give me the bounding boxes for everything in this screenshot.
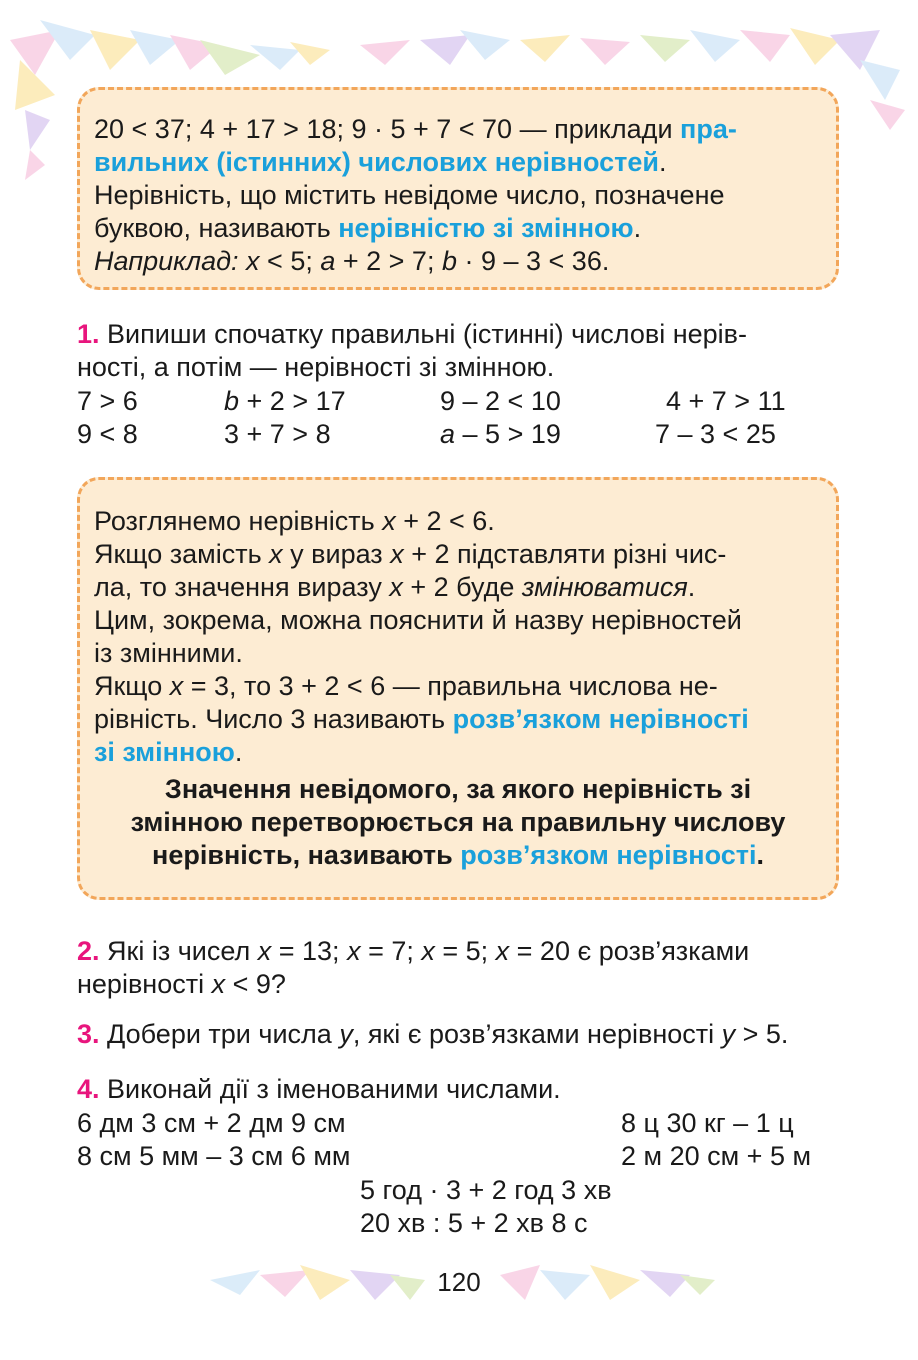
box2-line3: ла, то значення виразу x + 2 буде змінюватися. xyxy=(94,572,696,602)
box1-line2: вильних (істинних) числових нерівностей. xyxy=(94,147,667,177)
task4-expr: 8 см 5 мм – 3 см 6 мм xyxy=(77,1141,351,1171)
box2-line7: рівність. Число 3 називають розв’язком нерівності xyxy=(94,704,749,734)
task4-expr: 8 ц 30 кг – 1 ц xyxy=(621,1108,794,1138)
box2-line8: зі змінною. xyxy=(94,737,243,767)
task2-number: 2. xyxy=(77,936,100,966)
task3-number: 3. xyxy=(77,1019,100,1049)
task4-expr: 6 дм 3 см + 2 дм 9 см xyxy=(77,1108,346,1138)
task1-cell: 9 < 8 xyxy=(77,419,138,449)
box1-line4: буквою, називають нерівністю зі змінною. xyxy=(94,213,642,243)
task4-expr: 20 хв : 5 + 2 хв 8 с xyxy=(360,1208,588,1238)
box1-line1: 20 < 37; 4 + 17 > 18; 9 · 5 + 7 < 70 — приклади пра- xyxy=(94,114,737,144)
explanation-box-solution xyxy=(77,477,839,900)
box2-line4: Цим, зокрема, можна пояснити й назву нерівностей xyxy=(94,605,742,635)
task4-expr: 5 год · 3 + 2 год 3 хв xyxy=(360,1175,612,1205)
box1-example: Наприклад: x < 5; a + 2 > 7; b · 9 – 3 < 36. xyxy=(94,246,610,276)
task1-cell: 4 + 7 > 11 xyxy=(666,386,786,416)
task4-expr: 2 м 20 см + 5 м xyxy=(621,1141,812,1171)
task1-cell: a – 5 > 19 xyxy=(440,419,561,449)
task2-line2: нерівності x < 9? xyxy=(77,969,286,999)
task1-line1: 1. Випиши спочатку правильні (істинні) числові нерів- xyxy=(77,319,747,349)
box2-line2: Якщо замість x у вираз x + 2 підставляти різні чис- xyxy=(94,539,727,569)
task1-cell: 7 > 6 xyxy=(77,386,138,416)
task1-cell: 7 – 3 < 25 xyxy=(655,419,776,449)
task1-cell: b + 2 > 17 xyxy=(224,386,346,416)
definition-box-inequalities xyxy=(77,87,839,290)
box2-line1: Розглянемо нерівність x + 2 < 6. xyxy=(94,506,495,536)
box2-line5: із змінними. xyxy=(94,638,243,668)
rule-line1: Значення невідомого, за якого нерівність зі xyxy=(164,774,752,804)
task4-title: 4. Виконай дії з іменованими числами. xyxy=(77,1074,561,1104)
box1-line3: Нерівність, що містить невідоме число, позначене xyxy=(94,180,725,210)
rule-line3: нерівність, називають розв’язком нерівності. xyxy=(152,840,764,870)
task1-number: 1. xyxy=(77,319,100,349)
box2-line6: Якщо x = 3, то 3 + 2 < 6 — правильна числова не- xyxy=(94,671,718,701)
page-number: 120 xyxy=(437,1267,481,1297)
task3-line1: 3. Добери три числа y, які є розв’язками нерівності y > 5. xyxy=(77,1019,789,1049)
task1-cell: 9 – 2 < 10 xyxy=(440,386,561,416)
task1-cell: 3 + 7 > 8 xyxy=(224,419,331,449)
task1-line2: ності, а потім — нерівності зі змінною. xyxy=(77,352,555,382)
task2-line1: 2. Які із чисел x = 13; x = 7; x = 5; x = 20 є розв’язками xyxy=(77,936,750,966)
task4-number: 4. xyxy=(77,1074,100,1104)
rule-line2: змінною перетворюється на правильну числову xyxy=(130,807,786,837)
